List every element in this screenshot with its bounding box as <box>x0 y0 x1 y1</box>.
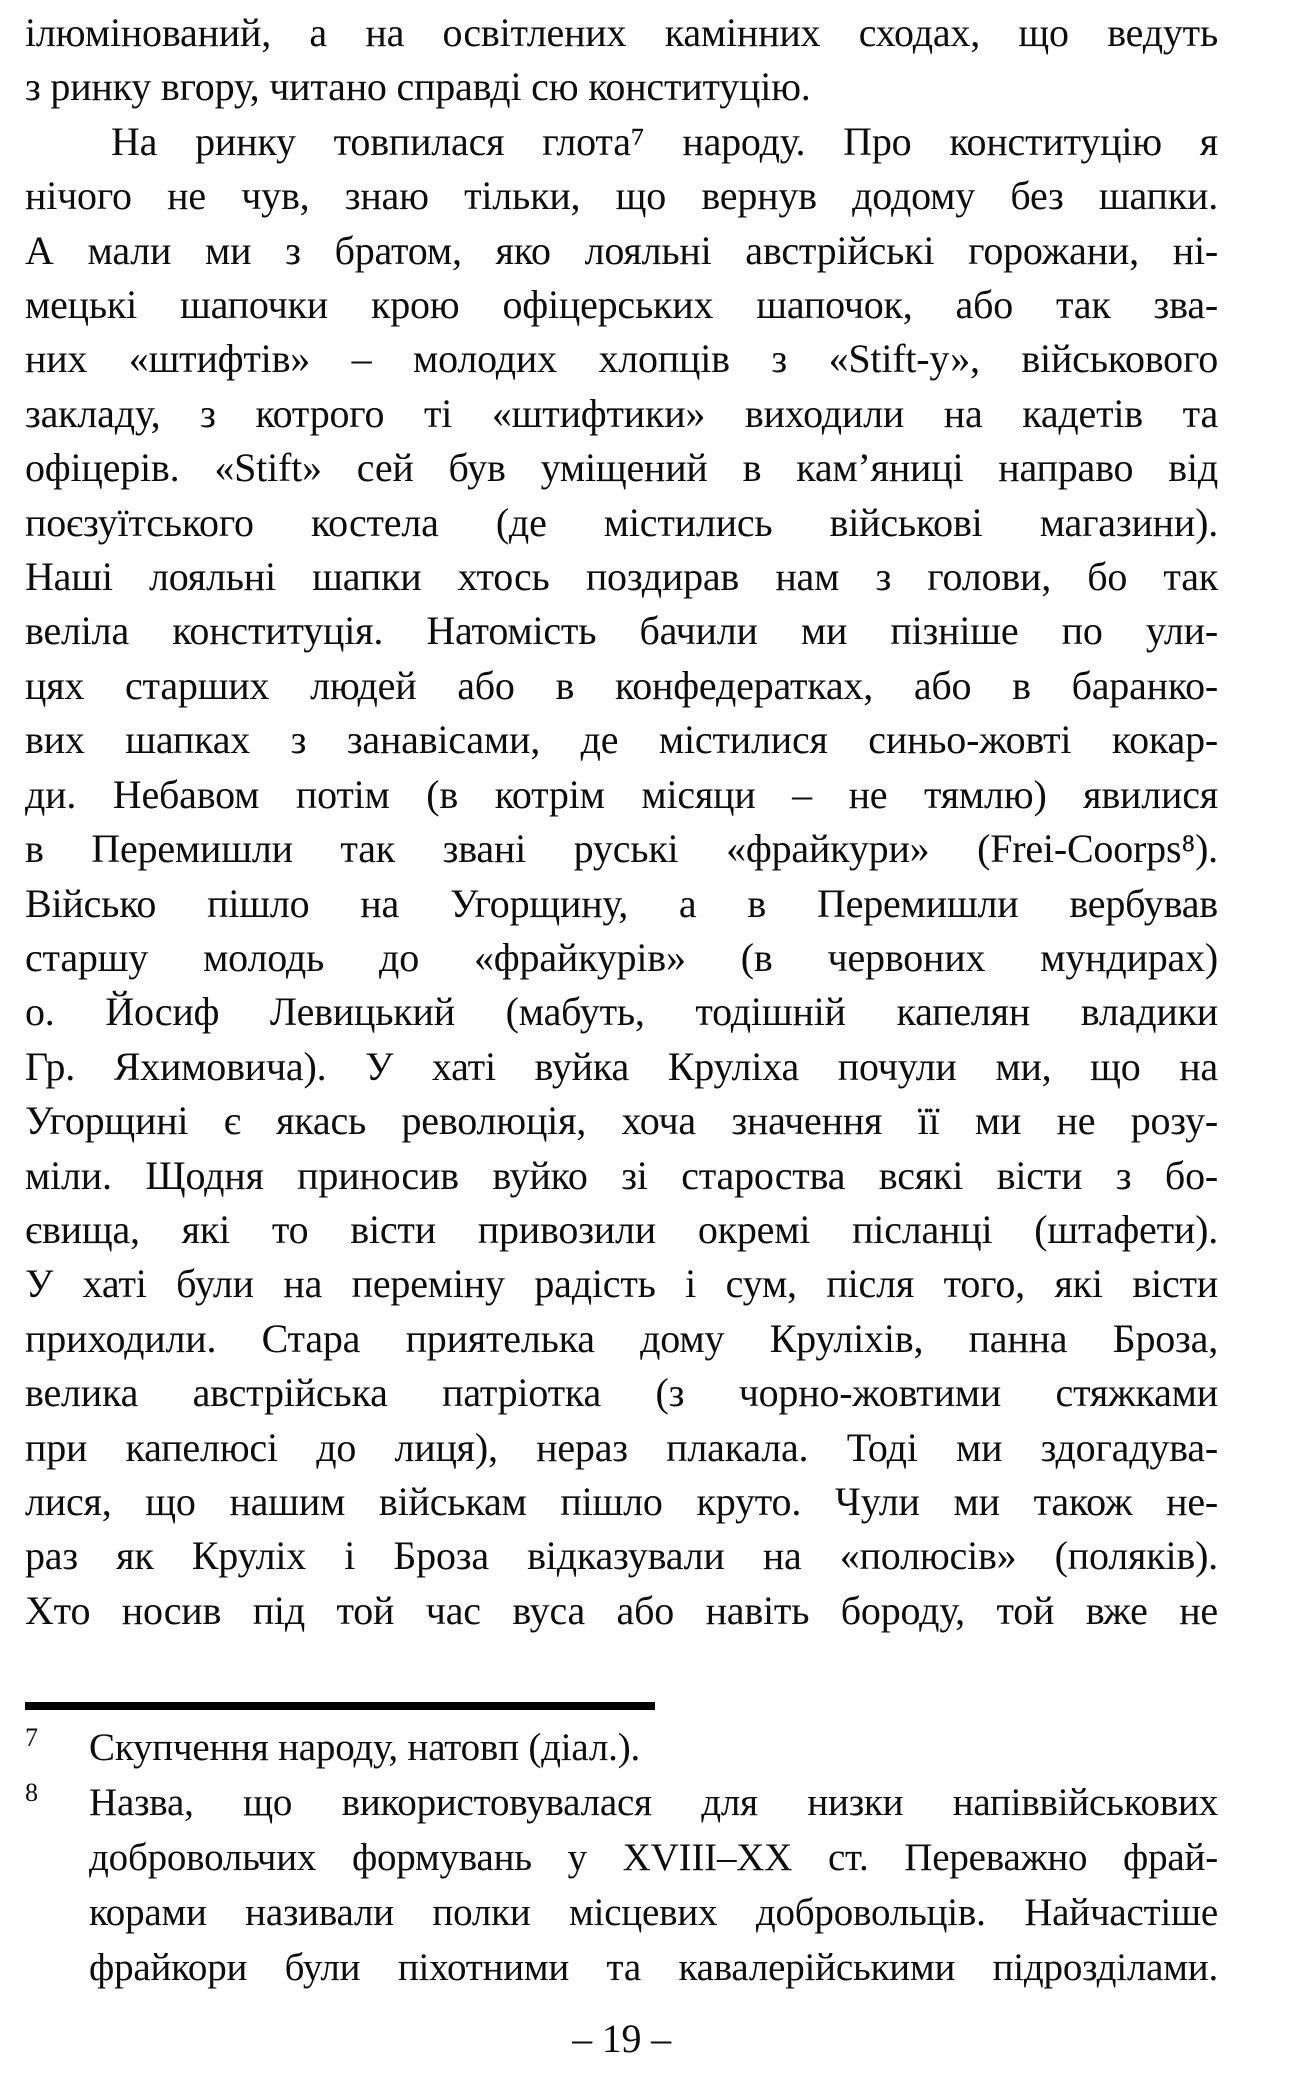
text-line: міли. Щодня приносив вуйко зі староства всякі вісти з бо- <box>25 1152 1218 1198</box>
text-line: вих шапках з занавісами, де містилися синьо-жовті кокар- <box>25 717 1218 763</box>
text-line: Гр. Яхимовича). У хаті вуйка Круліха почули ми, що на <box>25 1043 1218 1089</box>
text-line: Назва, що використовувалася для низки напіввійськових <box>89 1781 1218 1825</box>
text-line: в Перемишли так звані руські «фрайкури» (Frei-Coorps⁸). <box>25 826 1218 872</box>
text-line: Наші лояльні шапки хтось поздирав нам з голови, бо так <box>25 554 1218 600</box>
text-line: На ринку товпилася глота⁷ народу. Про конституцію я <box>111 118 1218 164</box>
text-line: добровольчих формувань у XVIII–XX ст. Переважно фрай- <box>89 1836 1218 1880</box>
text-line: Скупчення народу, натовп (діал.). <box>89 1726 641 1770</box>
text-line: раз як Круліх і Броза відказували на «полюсів» (поляків). <box>25 1533 1218 1579</box>
text-line: них «штифтів» – молодих хлопців з «Stift-у», військового <box>25 336 1218 382</box>
text-line: Угорщині є якась революція, хоча значення її ми не розу- <box>25 1098 1218 1144</box>
text-line: з ринку вгору, читано справді сю конституцію. <box>25 64 811 110</box>
footnote-7 <box>25 1720 1218 1775</box>
footnote-8 <box>25 1775 1218 1995</box>
footnote-marker: 7 <box>25 1723 38 1753</box>
text-line: старшу молодь до «фрайкурів» (в червоних мундирах) <box>25 934 1218 980</box>
text-line: Військо пішло на Угорщину, а в Перемишли вербував <box>25 880 1218 926</box>
text-line: ілюмінований, а на освітлених камінних сходах, що ведуть <box>25 10 1218 55</box>
text-line: о. Йосиф Левицький (мабуть, тодішній капелян владики <box>25 989 1218 1035</box>
footnote-separator-rule <box>25 1702 655 1710</box>
text-line: У хаті були на переміну радість і сум, після того, які вісти <box>25 1261 1218 1307</box>
footnote-text <box>89 1775 1218 1995</box>
text-line: А мали ми з братом, яко лояльні австрійські горожани, ні- <box>25 227 1218 273</box>
text-line: закладу, з котрого ті «штифтики» виходили на кадетів та <box>25 390 1218 436</box>
paragraph-new <box>25 115 1218 1638</box>
text-line: мецькі шапочки крою офіцерських шапочок, або так зва- <box>25 282 1218 328</box>
text-line: євища, які то вісти привозили окремі післанці (штафети). <box>25 1206 1218 1252</box>
text-line: при капелюсі до лиця), нераз плакала. Тоді ми здогадува- <box>25 1424 1218 1470</box>
text-line: поєзуїтського костела (де містились військові магазини). <box>25 499 1218 545</box>
paragraph-continued <box>25 6 1218 115</box>
page-number: – 19 – <box>572 2016 671 2062</box>
text-line: лися, що нашим військам пішло круто. Чули ми також не- <box>25 1478 1218 1524</box>
text-line: корами називали полки місцевих добровольців. Найчастіше <box>89 1891 1218 1935</box>
text-line: ди. Небавом потім (в котрім місяци – не тямлю) явилися <box>25 771 1218 817</box>
text-line: Хто носив під той час вуса або навіть бороду, той вже не <box>25 1587 1218 1633</box>
text-line: приходили. Стара приятелька дому Круліхів, панна Броза, <box>25 1315 1218 1361</box>
footnotes-section <box>0 1720 1311 1995</box>
text-line: офіцерів. «Stift» сей був уміщений в кам’яниці направо від <box>25 445 1218 491</box>
text-line: велика австрійська патріотка (з чорно-жовтими стяжками <box>25 1370 1218 1416</box>
text-line: веліла конституція. Натомість бачили ми пізніше по ули- <box>25 608 1218 654</box>
footnote-text <box>89 1720 1218 1775</box>
text-line: фрайкори були піхотними та кавалерійськими підрозділами. <box>89 1946 1218 1990</box>
text-line: нічого не чув, знаю тільки, що вернув додому без шапки. <box>25 173 1218 219</box>
text-line: цях старших людей або в конфедератках, або в баранко- <box>25 662 1218 708</box>
footnote-marker: 8 <box>25 1778 38 1808</box>
